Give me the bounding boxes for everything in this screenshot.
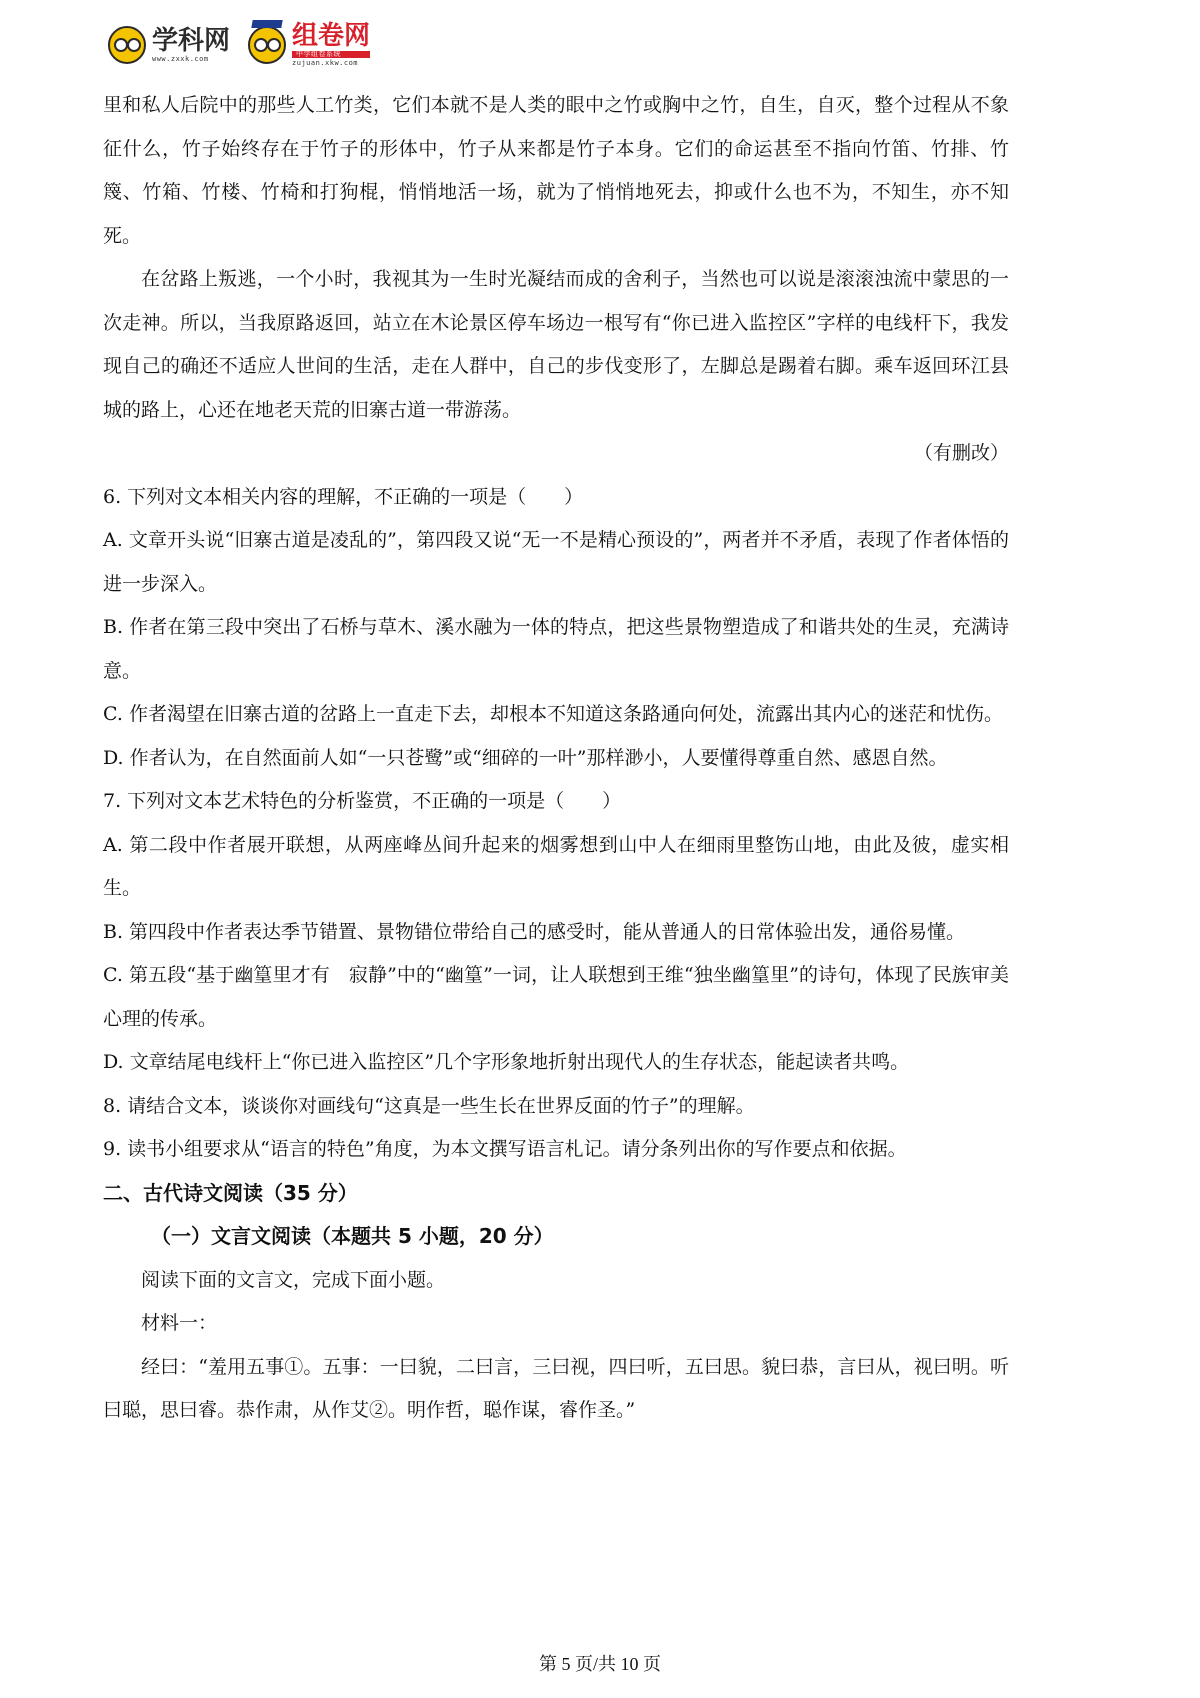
option-6c: C. 作者渴望在旧寨古道的岔路上一直走下去，却根本不知道这条路通向何处，流露出其内心的迷茫和忧伤。 xyxy=(103,703,1003,725)
page-header xyxy=(108,20,370,70)
paragraph: 在岔路上叛逃，一个小时，我视其为一生时光凝结而成的舍利子，当然也可以说是滚滚浊流中蒙思的一次走神。所以，当我原路返回，站立在木论景区停车场边一根写有“你已进入监控区”字样的电线杆下，我发现自己的确还不适应人世间的生活，走在人群中，自己的步伐变形了，左脚总是踢着右脚。乘车返回环江县城的路上，心还在地老天荒的旧寨古道一带游荡。 xyxy=(103,268,1009,421)
paragraph: 里和私人后院中的那些人工竹类，它们本就不是人类的眼中之竹或胸中之竹，自生，自灭，整个过程从不象征什么，竹子始终存在于竹子的形体中，竹子从来都是竹子本身。它们的命运甚至不指向竹笛、竹排、竹篾、竹箱、竹楼、竹椅和打狗棍，悄悄地活一场，就为了悄悄地死去，抑或什么也不为，不知生，亦不知死。 xyxy=(103,94,1009,247)
xuekewang-logo[interactable] xyxy=(108,26,230,64)
owl-mascot-icon xyxy=(108,26,146,64)
option-7d: D. 文章结尾电线杆上“你已进入监控区”几个字形象地折射出现代人的生存状态，能起读者共鸣。 xyxy=(103,1051,910,1073)
classical-text: 经曰：“羞用五事①。五事：一曰貌，二曰言，三曰视，四曰听，五曰思。貌曰恭，言曰从，视曰明。听曰聪，思曰睿。恭作肃，从作艾②。明作哲，聪作谋，睿作圣。” xyxy=(103,1355,1009,1421)
option-7b: B. 第四段中作者表达季节错置、景物错位带给自己的感受时，能从普通人的日常体验出发，通俗易懂。 xyxy=(103,920,966,943)
question-6: 6. 下列对文本相关内容的理解，不正确的一项是（ ） xyxy=(103,485,584,508)
graduate-mascot-icon xyxy=(248,26,286,64)
subsection-heading: （一）文言文阅读（本题共 5 小题，20 分） xyxy=(151,1224,554,1248)
question-7: 7. 下列对文本艺术特色的分析鉴赏，不正确的一项是（ ） xyxy=(103,790,622,812)
material-label: 材料一： xyxy=(141,1312,218,1334)
option-7a: A. 第二段中作者展开联想，从两座峰丛间升起来的烟雾想到山中人在细雨里整饬山地，由此及彼，虚实相生。 xyxy=(103,833,1009,899)
logo2-tag: 中学组卷系统 xyxy=(292,51,370,58)
section-heading: 二、古代诗文阅读（35 分） xyxy=(103,1180,358,1205)
page-content xyxy=(103,84,1009,1433)
option-6a: A. 文章开头说“旧寨古道是凌乱的”，第四段又说“无一不是精心预设的”，两者并不矛盾，表现了作者体悟的进一步深入。 xyxy=(103,529,1009,595)
option-7c: C. 第五段“基于幽篁里才有 寂静”中的“幽篁”一词，让人联想到王维“独坐幽篁里”的诗句，体现了民族审美心理的传承。 xyxy=(103,964,1009,1030)
source-note: （有删改） xyxy=(913,442,1009,464)
option-6d: D. 作者认为，在自然面前人如“一只苍鹭”或“细碎的一叶”那样渺小，人要懂得尊重自然、感恩自然。 xyxy=(103,746,948,769)
question-9: 9. 读书小组要求从“语言的特色”角度，为本文撰写语言札记。请分条列出你的写作要点和依据。 xyxy=(103,1138,907,1160)
question-8: 8. 请结合文本，谈谈你对画线句“这真是一些生长在世界反面的竹子”的理解。 xyxy=(103,1094,755,1117)
option-6b: B. 作者在第三段中突出了石桥与草木、溪水融为一体的特点，把这些景物塑造成了和谐共处的生灵，充满诗意。 xyxy=(103,616,1009,682)
logo1-name: 学科网 xyxy=(152,25,231,56)
logo2-url: zujuan.xkw.com xyxy=(292,59,359,67)
page-number: 第 5 页/共 10 页 xyxy=(538,1654,661,1674)
logo2-name: 组卷网 xyxy=(292,21,371,51)
logo1-url: www.zxxk.com xyxy=(152,54,209,63)
instruction-text: 阅读下面的文言文，完成下面小题。 xyxy=(141,1268,446,1291)
zujuanwang-logo[interactable] xyxy=(248,23,370,67)
